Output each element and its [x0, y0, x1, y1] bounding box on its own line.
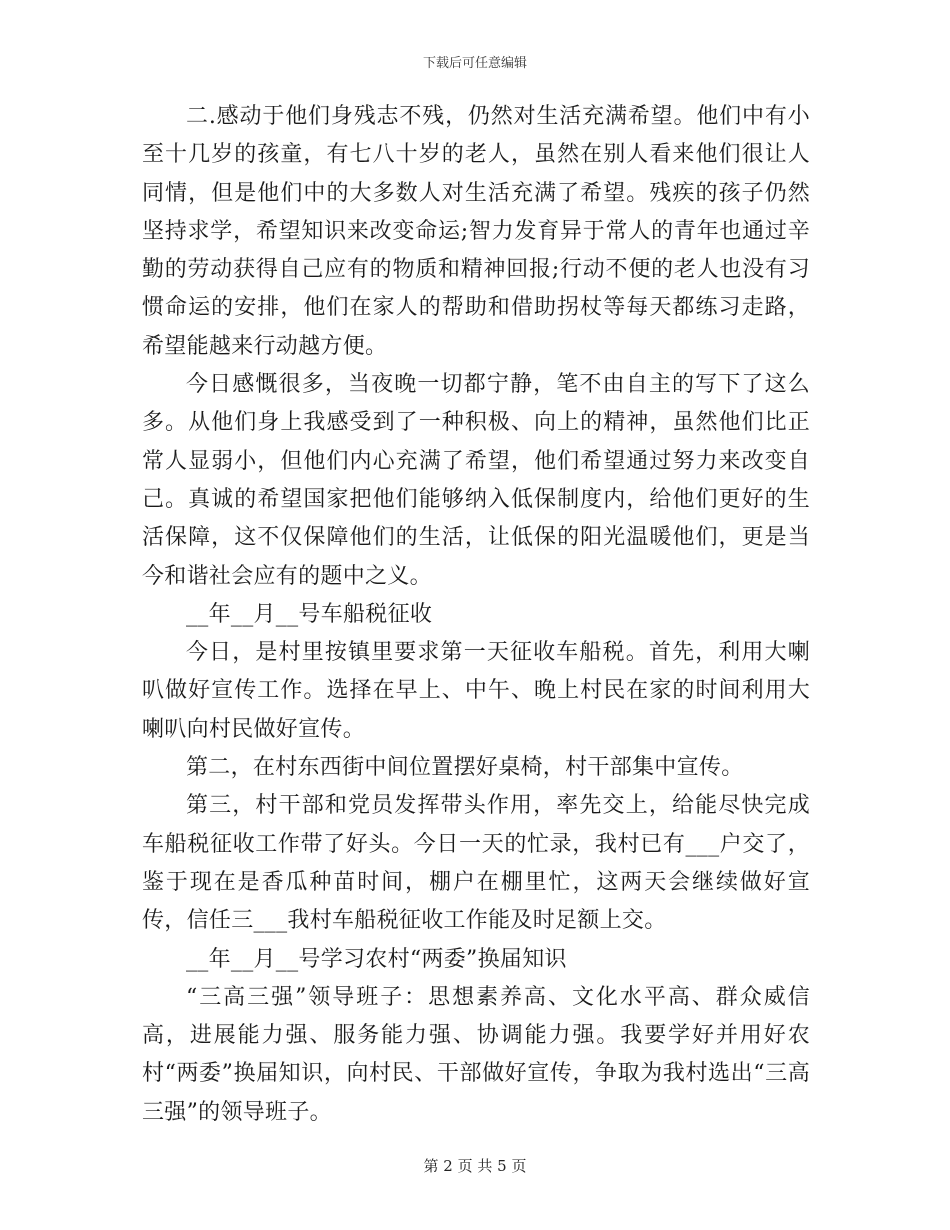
page-number-footer: 第 2 页 共 5 页 — [423, 1157, 527, 1175]
document-body — [142, 98, 810, 1132]
paragraph-2: 今日感慨很多，当夜晚一切都宁静，笔不由自主的写下了这么多。从他们身上我感受到了一种积极、向上的精神，虽然他们比正常人显弱小，但他们内心充满了希望，他们希望通过努力来改变自己。真诚的希望国家把他们能够纳入低保制度内，给他们更好的生活保障，这不仅保障他们的生活，让低保的阳光温暖他们，更是当今和谐社会应有的题中之义。 — [142, 372, 810, 589]
paragraph-6: 第三，村干部和党员发挥带头作用，率先交上，给能尽快完成车船税征收工作带了好头。今日一天的忙录，我村已有___户交了，鉴于现在是香瓜种苗时间，棚户在棚里忙，这两天会继续做好宣传，信任三___我村车船税征收工作能及时足额上交。 — [142, 793, 810, 934]
entry-heading-vehicle-tax: __年__月__号车船税征收 — [186, 601, 433, 627]
paragraph-4: 今日，是村里按镇里要求第一天征收车船税。首先，利用大喇叭做好宣传工作。选择在早上、中午、晚上村民在家的时间利用大喇叭向村民做好宣传。 — [142, 640, 810, 742]
paragraph-5: 第二，在村东西街中间位置摆好桌椅，村干部集中宣传。 — [186, 755, 744, 781]
paragraph-1: 二.感动于他们身残志不残，仍然对生活充满希望。他们中有小至十几岁的孩童，有七八十岁的老人，虽然在别人看来他们很让人同情，但是他们中的大多数人对生活充满了希望。残疾的孩子仍然坚持求学，希望知识来改变命运;智力发育异于常人的青年也通过辛勤的劳动获得自己应有的物质和精神回报;行动不便的老人也没有习惯命运的安排，他们在家人的帮助和借助拐杖等每天都练习走路，希望能越来行动越方便。 — [142, 104, 810, 359]
entry-heading-election-study: __年__月__号学习农村“两委”换届知识 — [186, 946, 567, 972]
paragraph-8: “三高三强”领导班子：思想素养高、文化水平高、群众威信高，进展能力强、服务能力强、协调能力强。我要学好并用好农村“两委”换届知识，向村民、干部做好宣传，争取为我村选出“三高三强”的领导班子。 — [142, 984, 810, 1125]
page-header: 下载后可任意编辑 — [422, 56, 527, 71]
